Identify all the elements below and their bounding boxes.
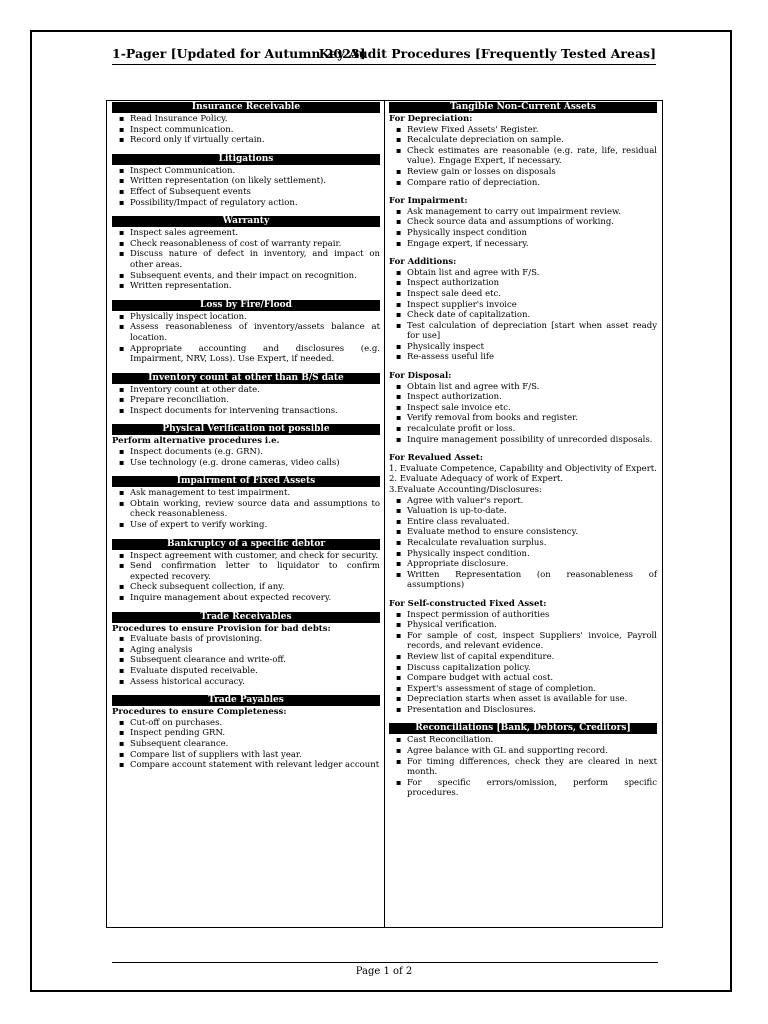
bullet-item: ▪ Entire class revaluated. [389,517,657,528]
bullet-item: ▪ Compare account statement with relevant ledger account [112,760,380,771]
bullet-item: ▪ Compare ratio of depreciation. [389,178,657,189]
section-inventory-count-at-other-than-b-s-date [112,373,380,417]
header-left-title: 1-Pager [Updated for Autumn 2023] [112,46,366,61]
bullet-list [112,447,380,468]
section-title: Trade Receivables [112,612,380,623]
bullet-item: ▪ Record only if virtually certain. [112,135,380,146]
bullet-item: ▪ Inspect documents (e.g. GRN). [112,447,380,458]
group-for-self-constructed-fixed-asset [389,599,657,716]
bullet-item: ▪ Review list of capital expenditure. [389,652,657,663]
bullet-item: ▪ Use of expert to verify working. [112,520,380,531]
bullet-item: ▪ Physically inspect condition [389,228,657,239]
bullet-item: ▪ Check date of capitalization. [389,310,657,321]
section-title: Reconciliations [Bank, Debtors, Creditors] [389,723,657,734]
bullet-item: ▪ Use technology (e.g. drone cameras, video calls) [112,458,380,469]
section-bankruptcy-of-a-specific-debtor [112,539,380,604]
bullet-item: ▪ Inquire management about expected recovery. [112,593,380,604]
bullet-item: ▪ Inspect sale deed etc. [389,289,657,300]
section-loss-by-fire-flood [112,300,380,365]
bullet-item: ▪ Obtain list and agree with F/S. [389,382,657,393]
bullet-item: ▪ Discuss capitalization policy. [389,663,657,674]
section-reconciliations [389,723,657,799]
bullet-list [112,312,380,365]
section-warranty [112,216,380,292]
footer-divider [112,962,658,963]
bullet-item: ▪ Engage expert, if necessary. [389,239,657,250]
bullet-list [389,382,657,446]
bullet-item: ▪ Inspect sales agreement. [112,228,380,239]
bullet-item: ▪ Written representation (on likely settlement). [112,176,380,187]
bullet-item: ▪ Review gain or losses on disposals [389,167,657,178]
section-title: Impairment of Fixed Assets [112,476,380,487]
bullet-item: ▪ Inspect agreement with customer, and check for security. [112,551,380,562]
bullet-item: ▪ Valuation is up-to-date. [389,506,657,517]
bullet-item: ▪ Ask management to carry out impairment review. [389,207,657,218]
section-title: Inventory count at other than B/S date [112,373,380,384]
group-for-depreciation [389,114,657,188]
bullet-item: ▪ Possibility/Impact of regulatory action. [112,198,380,209]
bullet-item: ▪ Ask management to test impairment. [112,488,380,499]
bullet-list [112,488,380,530]
bullet-item: ▪ Verify removal from books and register. [389,413,657,424]
bullet-list [112,551,380,604]
section-intro: Perform alternative procedures i.e. [112,436,280,447]
bullet-item: ▪ Re-assess useful life [389,352,657,363]
bullet-item: ▪ Recalculate depreciation on sample. [389,135,657,146]
group-subtitle: For Revalued Asset: [389,453,483,464]
bullet-item: ▪ Subsequent events, and their impact on recognition. [112,271,380,282]
group-for-additions [389,257,657,363]
group-subtitle: For Self-constructed Fixed Asset: [389,598,547,609]
bullet-item: ▪ Test calculation of depreciation [start when asset ready for use] [389,321,657,342]
section-title: Trade Payables [112,695,380,706]
right-column [389,102,657,807]
section-title: Insurance Receivable [112,102,380,113]
bullet-list [389,735,657,799]
bullet-list [112,166,380,208]
bullet-item: ▪ Subsequent clearance. [112,739,380,750]
bullet-item: ▪ Check reasonableness of cost of warranty repair. [112,239,380,250]
group-for-impairment [389,196,657,249]
bullet-item: ▪ Discuss nature of defect in inventory, and impact on other areas. [112,249,380,270]
section-litigations [112,154,380,208]
bullet-item: ▪ Physically inspect location. [112,312,380,323]
bullet-item: ▪ Inspect sale invoice etc. [389,403,657,414]
bullet-list [389,207,657,249]
bullet-item: ▪ Subsequent clearance and write-off. [112,655,380,666]
bullet-item: ▪ Obtain list and agree with F/S. [389,268,657,279]
bullet-item: ▪ Review Fixed Assets' Register. [389,125,657,136]
bullet-item: ▪ Prepare reconciliation. [112,395,380,406]
section-title: Tangible Non-Current Assets [389,102,657,113]
section-tangible-non-current-assets [389,102,657,715]
group-subtitle: For Disposal: [389,371,452,382]
group-subtitle: For Impairment: [389,196,468,207]
numbered-item: 3.Evaluate Accounting/Disclosures: [389,485,542,495]
bullet-item: ▪ Evaluate disputed receivable. [112,666,380,677]
bullet-item: ▪ Inspect documents for intervening transactions. [112,406,380,417]
bullet-item: ▪ Inspect communication. [112,125,380,136]
section-impairment-of-fixed-assets [112,476,380,530]
bullet-item: ▪ Depreciation starts when asset is available for use. [389,694,657,705]
section-title: Loss by Fire/Flood [112,300,380,311]
section-physical-verification-not-possible [112,424,380,468]
bullet-item: ▪ Assess historical accuracy. [112,677,380,688]
header-right-title: Key Audit Procedures [Frequently Tested Areas] [318,46,656,61]
bullet-item: ▪ Recalculate revaluation surplus. [389,538,657,549]
bullet-item: ▪ For specific errors/omission, perform specific procedures. [389,778,657,799]
bullet-list [112,634,380,687]
section-subtitle: Procedures to ensure Provision for bad debts: [112,623,331,634]
bullet-list [112,385,380,417]
bullet-item: ▪ Evaluate basis of provisioning. [112,634,380,645]
bullet-item: ▪ Appropriate accounting and disclosures (e.g. Impairment, NRV, Loss). Use Expert, if needed. [112,344,380,365]
group-for-revalued-asset [389,453,657,591]
group-subtitle: For Depreciation: [389,114,473,124]
section-trade-receivables [112,612,380,688]
bullet-item: ▪ Aging analysis [112,645,380,656]
bullet-item: ▪ Inspect authorization [389,278,657,289]
bullet-item: ▪ Assess reasonableness of inventory/assets balance at location. [112,322,380,343]
bullet-item: ▪ Evaluate method to ensure consistency. [389,527,657,538]
numbered-item: 1. Evaluate Competence, Capability and Objectivity of Expert. [389,463,657,474]
section-title: Bankruptcy of a specific debtor [112,539,380,550]
section-trade-payables [112,695,380,771]
section-title: Warranty [112,216,380,227]
bullet-item: ▪ Presentation and Disclosures. [389,705,657,716]
bullet-item: ▪ Written Representation (on reasonableness of assumptions) [389,570,657,591]
bullet-item: ▪ Inspect permission of authorities [389,610,657,621]
bullet-item: ▪ Inquire management possibility of unrecorded disposals. [389,435,657,446]
bullet-list [389,496,657,591]
bullet-item: ▪ Compare budget with actual cost. [389,673,657,684]
group-for-disposal [389,371,657,445]
bullet-list [112,114,380,146]
bullet-item: ▪ Inspect authorization. [389,392,657,403]
bullet-item: ▪ recalculate profit or loss. [389,424,657,435]
numbered-item: 2. Evaluate Adequacy of work of Expert. [389,474,564,485]
bullet-item: ▪ For sample of cost, inspect Suppliers' invoice, Payroll records, and relevant evidence. [389,631,657,652]
bullet-item: ▪ Written representation. [112,281,380,292]
bullet-item: ▪ Physical verification. [389,620,657,631]
page-number: Page 1 of 2 [355,966,413,977]
section-subtitle: Procedures to ensure Completeness: [112,707,287,718]
bullet-item: ▪ Agree balance with GL and supporting record. [389,746,657,757]
bullet-item: ▪ Inspect Communication. [112,166,380,177]
bullet-item: ▪ Expert's assessment of stage of completion. [389,684,657,695]
column-divider [384,100,385,928]
bullet-item: ▪ Physically inspect [389,342,657,353]
bullet-item: ▪ Check source data and assumptions of working. [389,217,657,228]
bullet-item: ▪ Obtain working, review source data and assumptions to check reasonableness. [112,499,380,520]
bullet-item: ▪ Inventory count at other date. [112,385,380,396]
bullet-item: ▪ Inspect pending GRN. [112,728,380,739]
left-column [112,102,380,779]
bullet-item: ▪ Physically inspect condition. [389,549,657,560]
bullet-item: ▪ Cut-off on purchases. [112,718,380,729]
bullet-item: ▪ Send confirmation letter to liquidator to confirm expected recovery. [112,561,380,582]
bullet-item: ▪ Effect of Subsequent events [112,187,380,198]
bullet-list [389,125,657,189]
bullet-item: ▪ Cast Reconciliation. [389,735,657,746]
bullet-item: ▪ Inspect supplier's invoice [389,300,657,311]
section-title: Litigations [112,154,380,165]
bullet-list [389,268,657,363]
page-header [112,44,656,65]
bullet-item: ▪ Appropriate disclosure. [389,559,657,570]
bullet-item: ▪ Read Insurance Policy. [112,114,380,125]
bullet-list [112,718,380,771]
bullet-list [112,228,380,292]
group-subtitle: For Additions: [389,257,457,268]
bullet-item: ▪ Check subsequent collection, if any. [112,582,380,593]
bullet-item: ▪ Compare list of suppliers with last year. [112,750,380,761]
bullet-item: ▪ For timing differences, check they are cleared in next month. [389,757,657,778]
section-title: Physical Verification not possible [112,424,380,435]
section-insurance-receivable [112,102,380,146]
bullet-item: ▪ Check estimates are reasonable (e.g. rate, life, residual value). Engage Expert, if necessary. [389,146,657,167]
bullet-item: ▪ Agree with valuer's report. [389,496,657,507]
bullet-list [389,610,657,716]
